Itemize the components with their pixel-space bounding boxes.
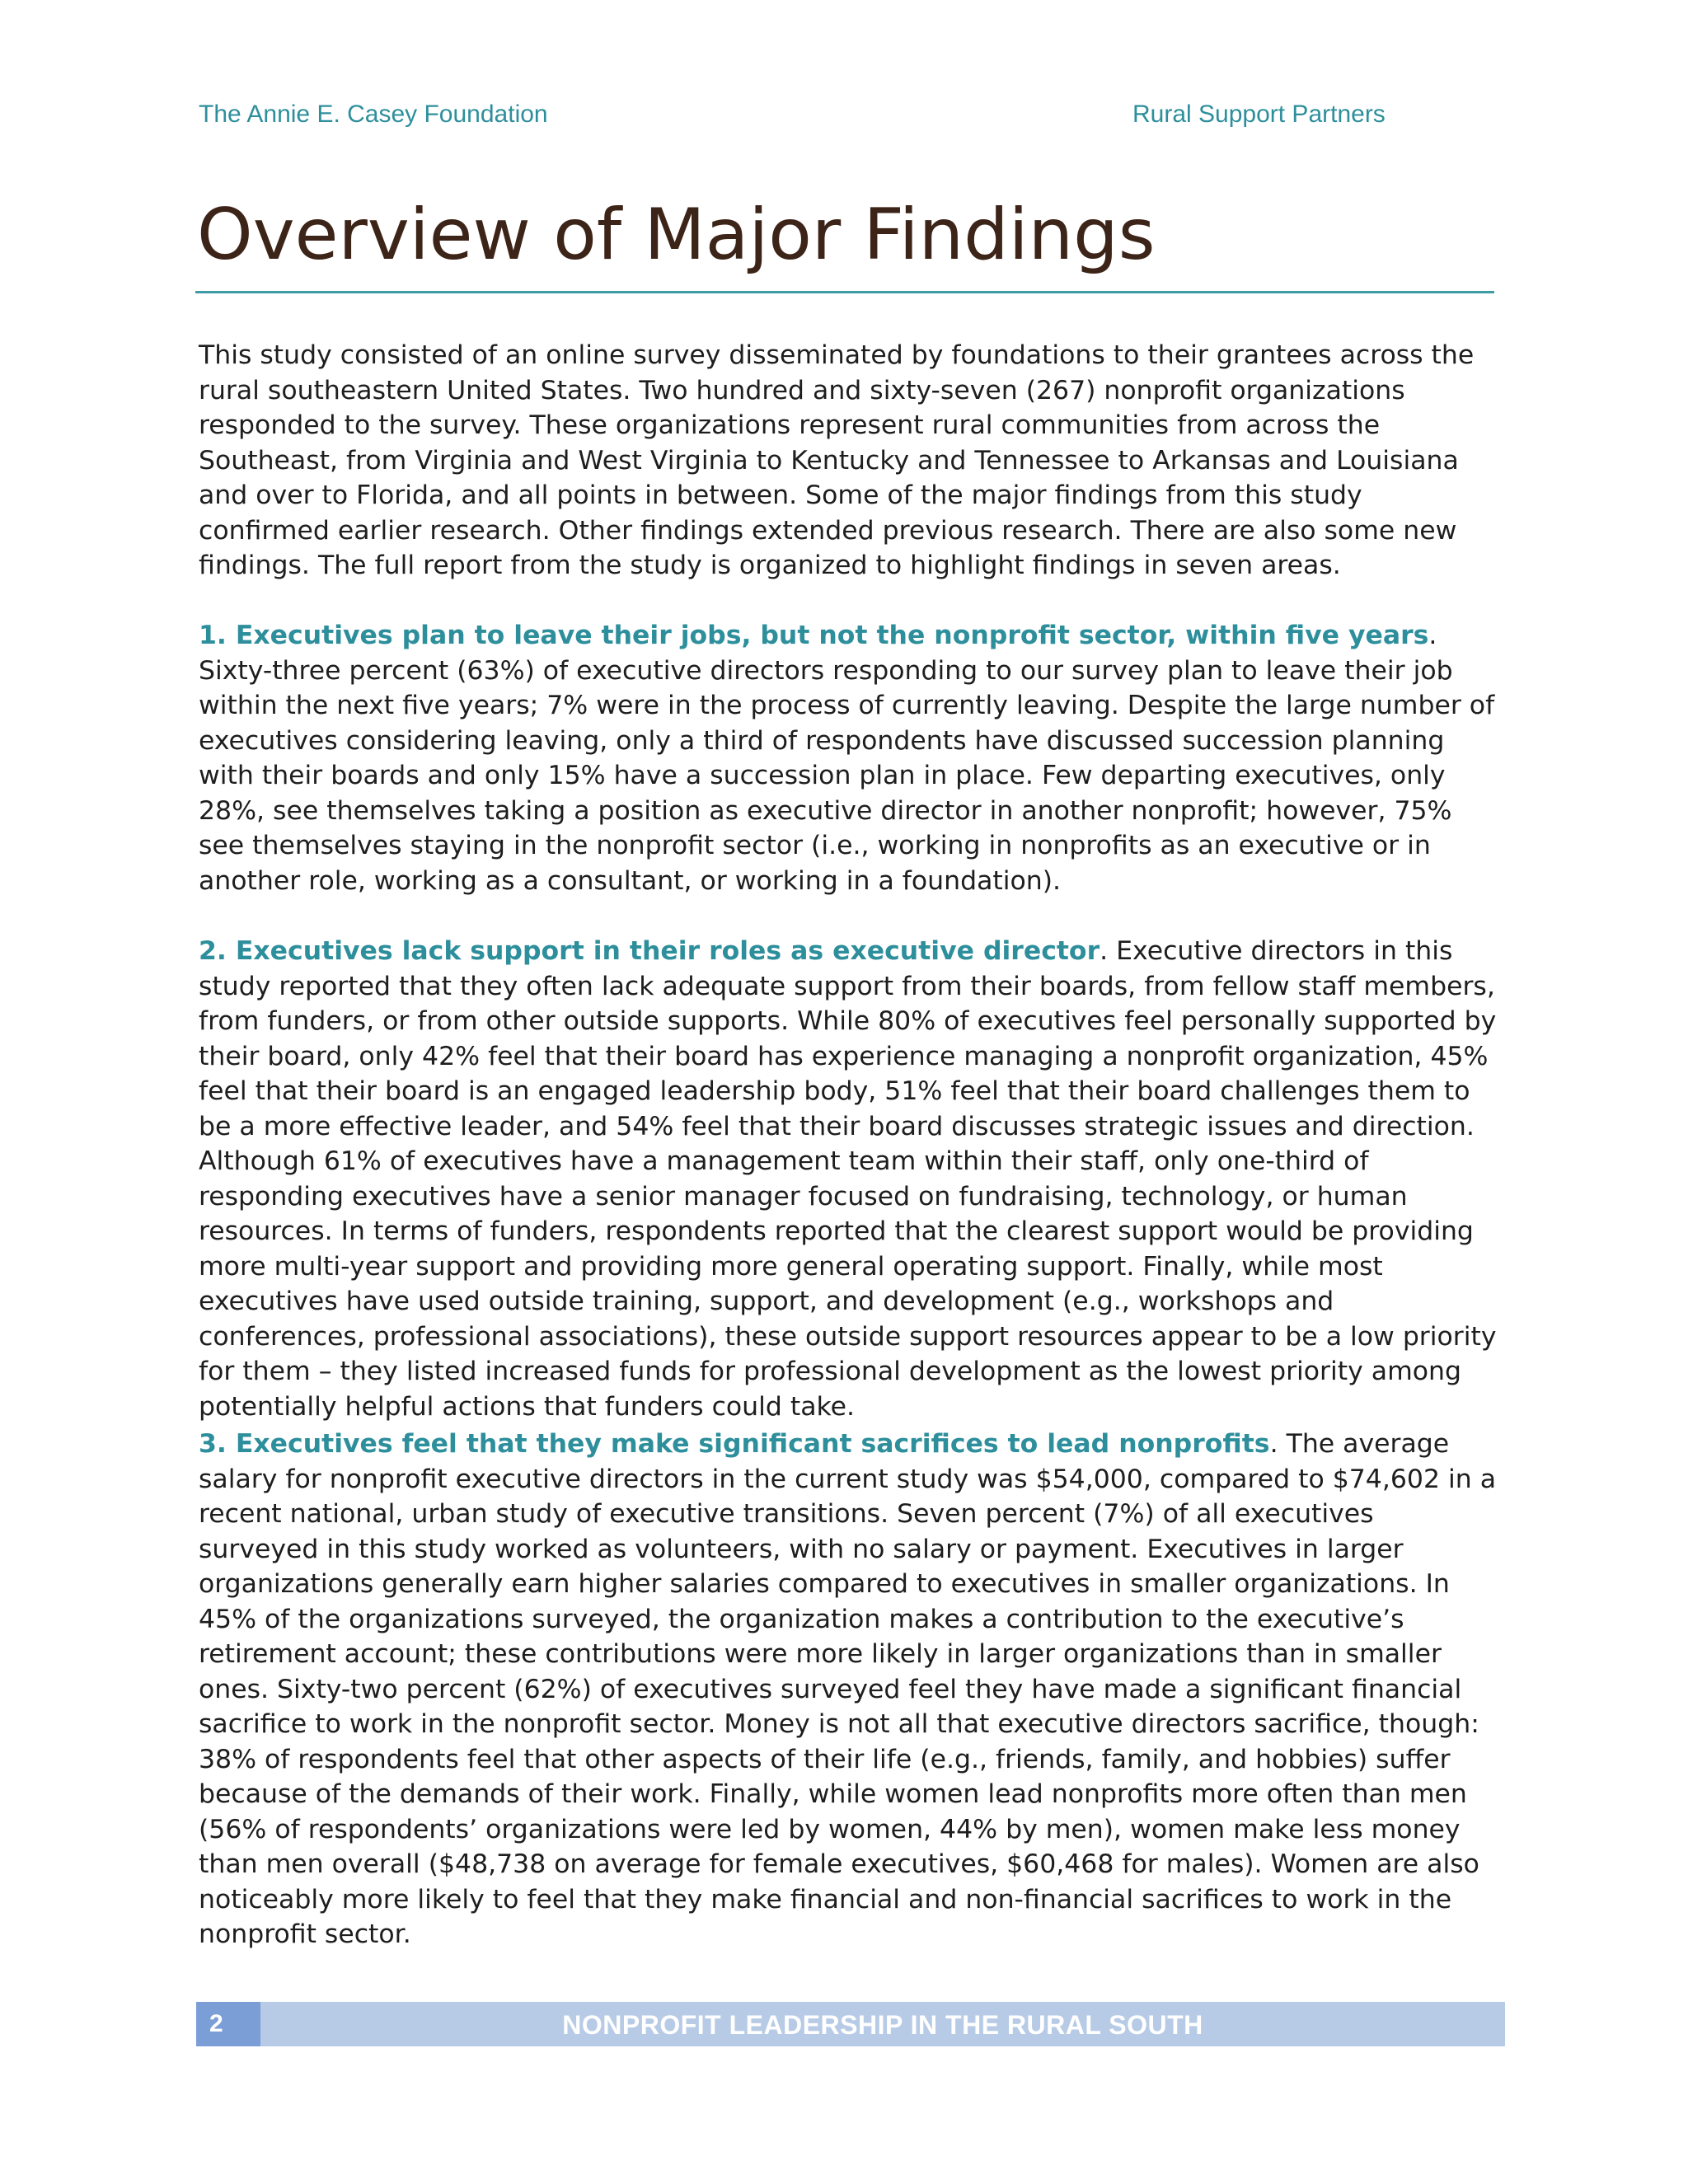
finding-2-text: . Executive directors in this study reported that they often lack adequate support from their boards, from fellow staff members, from funders, or from other outside supports. While 80% of executives feel personally supported by their board, only 42% feel that their board has experience managing a nonprofit organization, 45% feel that their board is an engaged leadership body, 51% feel that their board challenges them to be a more effective leader, and 54% feel that their board discusses strategic issues and direction. Although 61% of executives have a management team within their staff, only one-third of responding executives have a senior manager focused on fundraising, technology, or human resources. In terms of funders, respondents reported that the clearest support would be providing more multi-year support and providing more general operating support. Finally, while most executives have used outside training, support, and development (e.g., workshops and conferences, professional associations), these outside support resources appear to be a low priority for them – they listed increased funds for professional development as the lowest priority among potentially helpful actions that funders could take.: [199, 936, 1497, 1422]
finding-1-paragraph: [199, 618, 1501, 898]
title-divider: [195, 291, 1494, 293]
header-partner: Rural Support Partners: [1132, 101, 1386, 128]
footer-bar: [196, 2002, 1505, 2046]
finding-2-paragraph: [199, 934, 1501, 1424]
finding-3-text: . The average salary for nonprofit executive directors in the current study was $54,000, compared to $74,602 in a recent national, urban study of executive transitions. Seven percent (7%) of all executives surveyed in this study worked as volunteers, with no salary or payment. Executives in larger organizations generally earn higher salaries compared to executives in smaller organizations. In 45% of the organizations surveyed, the organization makes a contribution to the executive’s retirement account; these contributions were more likely in larger organizations than in smaller ones. Sixty-two percent (62%) of executives surveyed feel they have made a significant financial sacrifice to work in the nonprofit sector. Money is not all that executive directors sacrifice, though: 38% of respondents feel that other aspects of their life (e.g., friends, family, and hobbies) suffer because of the demands of their work. Finally, while women lead nonprofits more often than men (56% of respondents’ organizations were led by women, 44% by men), women make less money than men overall ($48,738 on average for female executives, $60,468 for males). Women are also noticeably more likely to feel that they make financial and non-financial sacrifices to work in the nonprofit sector.: [199, 1429, 1497, 1949]
finding-3-heading: 3. Executives feel that they make significant sacrifices to lead nonprofits: [199, 1429, 1270, 1459]
finding-3-paragraph: [199, 1427, 1501, 1952]
intro-paragraph: This study consisted of an online survey disseminated by foundations to their grantees across the rural southeastern United States. Two hundred and sixty-seven (267) nonprofit organizations responded to the survey. These organizations represent rural communities from across the Southeast, from Virginia and West Virginia to Kentucky and Tennessee to Arkansas and Louisiana and over to Florida, and all points in between. Some of the major findings from this study confirmed earlier research. Other findings extended previous research. There are also some new findings. The full report from the study is organized to highlight findings in seven areas.: [199, 340, 1475, 580]
page-title: Overview of Major Findings: [197, 194, 1156, 276]
page-number: 2: [196, 2002, 260, 2046]
footer-title: NONPROFIT LEADERSHIP IN THE RURAL SOUTH: [562, 2010, 1203, 2040]
finding-1-text: . Sixty-three percent (63%) of executive directors responding to our survey plan to leave their job within the next five years; 7% were in the process of currently leaving. Despite the large number of executives considering leaving, only a third of respondents have discussed succession planning with their boards and only 15% have a succession plan in place. Few departing executives, only 28%, see themselves taking a position as executive director in another nonprofit; however, 75% see themselves staying in the nonprofit sector (i.e., working in nonprofits as an executive or in another role, working as a consultant, or working in a foundation).: [199, 621, 1495, 896]
finding-1-heading: 1. Executives plan to leave their jobs, but not the nonprofit sector, within five years: [199, 621, 1429, 650]
finding-2-heading: 2. Executives lack support in their roles as executive director: [199, 936, 1100, 966]
header-organization: The Annie E. Casey Foundation: [199, 101, 548, 128]
